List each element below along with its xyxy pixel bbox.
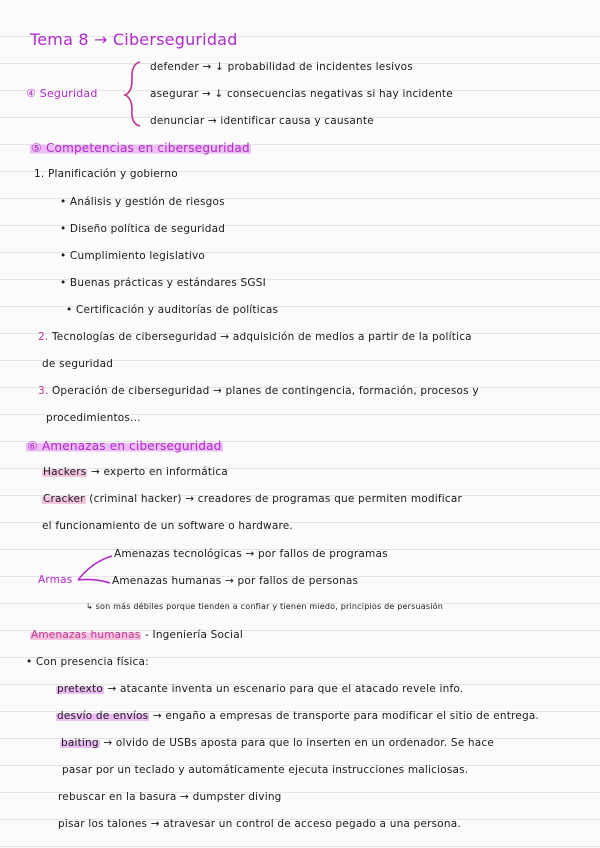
pretexto-def: → atacante inventa un escenario para que el atacado revele info. <box>107 683 464 695</box>
hackers-def: → experto en informática <box>91 466 228 478</box>
armas-label: Armas <box>38 574 73 586</box>
desvio-line <box>56 710 539 722</box>
seguridad-brace <box>125 62 140 126</box>
armas-arrow-up <box>78 556 112 580</box>
seguridad-item-denunciar: denunciar → identificar causa y causante <box>150 115 374 127</box>
competencias-p1-item: • Buenas prácticas y estándares SGSI <box>60 277 266 289</box>
baiting-line <box>60 737 494 749</box>
competencias-p2-cont: de seguridad <box>42 358 114 370</box>
seguridad-item-defender: defender → ↓ probabilidad de incidentes lesivos <box>150 61 413 73</box>
desvio-term: desvío de envíos <box>57 710 149 722</box>
competencias-p1-item: • Análisis y gestión de riesgos <box>60 196 225 208</box>
talones-line: pisar los talones → atravesar un control de acceso pegado a una persona. <box>58 818 461 830</box>
p3-number: 3. <box>38 385 49 397</box>
p2-lead: Tecnologías de ciberseguridad <box>51 331 217 343</box>
competencias-p1-item: • Diseño política de seguridad <box>60 223 226 235</box>
competencias-p1-title: 1. Planificación y gobierno <box>34 168 178 180</box>
competencias-p3-cont: procedimientos... <box>46 412 141 424</box>
humanas-sub: • Con presencia física: <box>26 656 149 668</box>
seguridad-item-asegurar: asegurar → ↓ consecuencias negativas si hay incidente <box>150 88 453 100</box>
cracker-line <box>42 493 462 505</box>
desvio-def: → engaño a empresas de transporte para modificar el sitio de entrega. <box>152 710 540 722</box>
seguridad-label: ④ Seguridad <box>26 87 98 100</box>
armas-note: ↳ son más débiles porque tienden a confiar y tienen miedo, principios de persuasión <box>86 602 444 611</box>
cracker-term: Cracker <box>43 493 85 505</box>
cracker-cont: el funcionamiento de un software o hardware. <box>42 520 293 532</box>
competencias-heading <box>30 141 251 155</box>
pretexto-term: pretexto <box>57 683 103 695</box>
competencias-p3 <box>38 385 479 397</box>
humanas-heading-line <box>30 629 243 641</box>
competencias-p1-item: • Cumplimiento legislativo <box>60 250 206 262</box>
competencias-p2 <box>38 331 472 343</box>
baiting-cont: pasar por un teclado y automáticamente ejecuta instrucciones maliciosas. <box>62 764 469 776</box>
dumpster-line: rebuscar en la basura → dumpster diving <box>58 791 282 803</box>
humanas-heading: Amenazas humanas <box>31 629 141 641</box>
competencias-heading-text: ⑤ Competencias en ciberseguridad <box>31 141 250 155</box>
humanas-heading-rest: - Ingeniería Social <box>145 629 243 641</box>
page-title: Tema 8 → Ciberseguridad <box>30 30 238 49</box>
armas-tecnologicas: Amenazas tecnológicas → por fallos de programas <box>114 548 388 560</box>
baiting-def: → olvido de USBs aposta para que lo inserten en un ordenador. Se hace <box>103 737 495 749</box>
competencias-p1-item: • Certificación y auditorías de políticas <box>66 304 279 316</box>
p2-number: 2. <box>38 331 49 343</box>
amenazas-heading-text: ⑥ Amenazas en ciberseguridad <box>27 439 222 453</box>
armas-arrow-down <box>78 579 110 583</box>
hackers-line <box>42 466 228 478</box>
hackers-term: Hackers <box>43 466 87 478</box>
pretexto-line <box>56 683 463 695</box>
p3-text: Operación de ciberseguridad → planes de contingencia, formación, procesos y <box>51 385 479 397</box>
armas-humanas: Amenazas humanas → por fallos de personas <box>112 575 359 587</box>
cracker-def: (criminal hacker) → creadores de programas que permiten modificar <box>89 493 462 505</box>
baiting-term: baiting <box>61 737 99 749</box>
p2-rest: → adquisición de medios a partir de la política <box>220 331 472 343</box>
amenazas-heading <box>26 439 223 453</box>
